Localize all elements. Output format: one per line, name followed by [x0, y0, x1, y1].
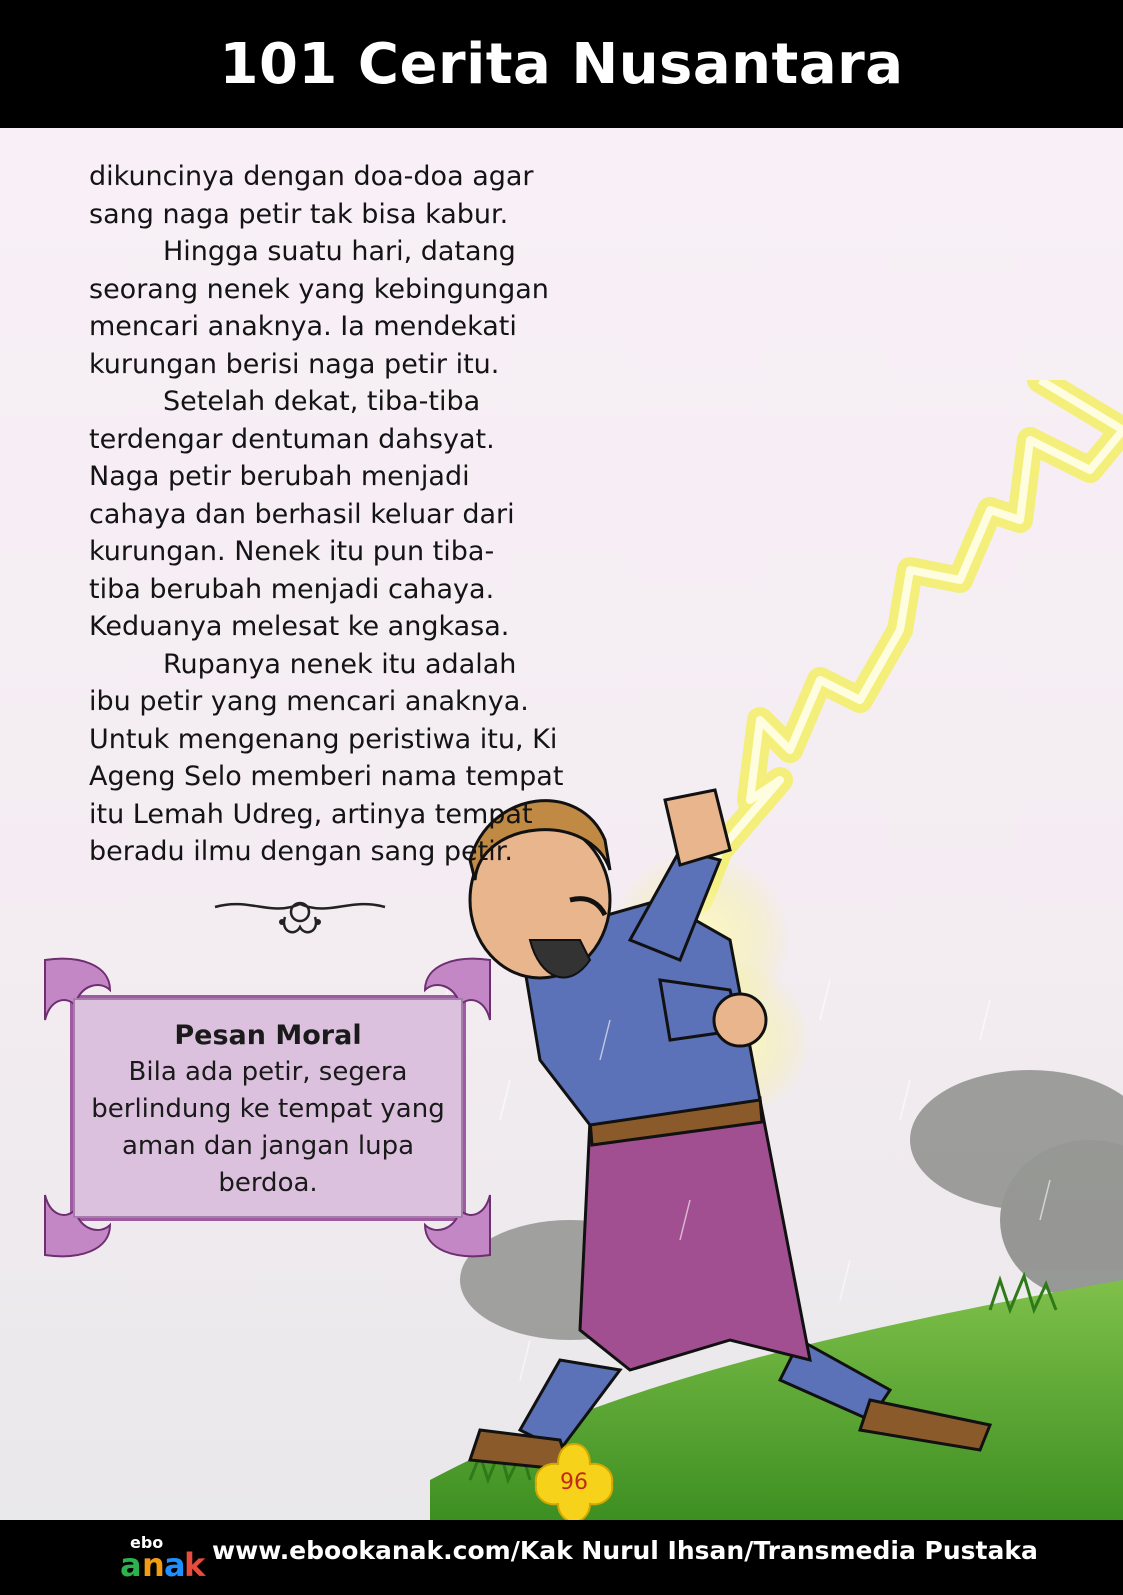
story-line: dikuncinya dengan doa-doa agar	[89, 161, 534, 192]
moral-line: berdoa.	[218, 1168, 318, 1198]
story-line: Naga petir berubah menjadi	[89, 461, 470, 492]
svg-text:a: a	[120, 1546, 142, 1582]
story-line: Untuk mengenang peristiwa itu, Ki	[89, 723, 558, 755]
ebookanak-logo	[118, 1528, 208, 1582]
story-line: ibu petir yang mencari anaknya.	[89, 686, 529, 717]
moral-line: Bila ada petir, segera	[128, 1057, 408, 1087]
moral-text	[75, 1054, 461, 1202]
story-text	[89, 158, 569, 871]
story-line: seorang nenek yang kebingungan	[89, 273, 549, 305]
story-line: cahaya dan berhasil keluar dari	[89, 498, 515, 530]
story-line: kurungan berisi naga petir itu.	[89, 348, 500, 380]
moral-line: aman dan jangan lupa	[121, 1131, 415, 1161]
page-header	[0, 0, 1123, 128]
story-line: Rupanya nenek itu adalah	[163, 648, 517, 680]
story-line: sang naga petir tak bisa kabur.	[89, 198, 509, 230]
story-line: mencari anaknya. Ia mendekati	[89, 311, 517, 342]
story-line: Keduanya melesat ke angkasa.	[89, 611, 510, 642]
story-line: itu Lemah Udreg, artinya tempat	[89, 798, 533, 830]
moral-title: Pesan Moral	[174, 1020, 362, 1051]
svg-text:n: n	[142, 1546, 165, 1582]
footer-credit-link[interactable]: www.ebookanak.com/Kak Nurul Ihsan/Transmedia Pustaka	[212, 1536, 1038, 1565]
story-line: Hingga suatu hari, datang	[163, 236, 516, 267]
story-line: beradu ilmu dengan sang petir.	[89, 836, 513, 867]
svg-text:ebo: ebo	[130, 1533, 164, 1552]
svg-text:a: a	[164, 1546, 186, 1582]
page-number: 96	[560, 1470, 588, 1495]
book-title: 101 Cerita Nusantara	[219, 31, 904, 97]
story-line: Setelah dekat, tiba-tiba	[163, 386, 481, 417]
ornament-divider-icon	[210, 892, 390, 942]
story-line: Ageng Selo memberi nama tempat	[89, 761, 564, 792]
story-line: terdengar dentuman dahsyat.	[89, 423, 495, 455]
moral-line: berlindung ke tempat yang	[91, 1094, 445, 1124]
story-line: tiba berubah menjadi cahaya.	[89, 573, 495, 605]
story-line: kurungan. Nenek itu pun tiba-	[89, 536, 495, 567]
svg-text:k: k	[184, 1546, 206, 1582]
moral-message-box	[73, 998, 463, 1218]
